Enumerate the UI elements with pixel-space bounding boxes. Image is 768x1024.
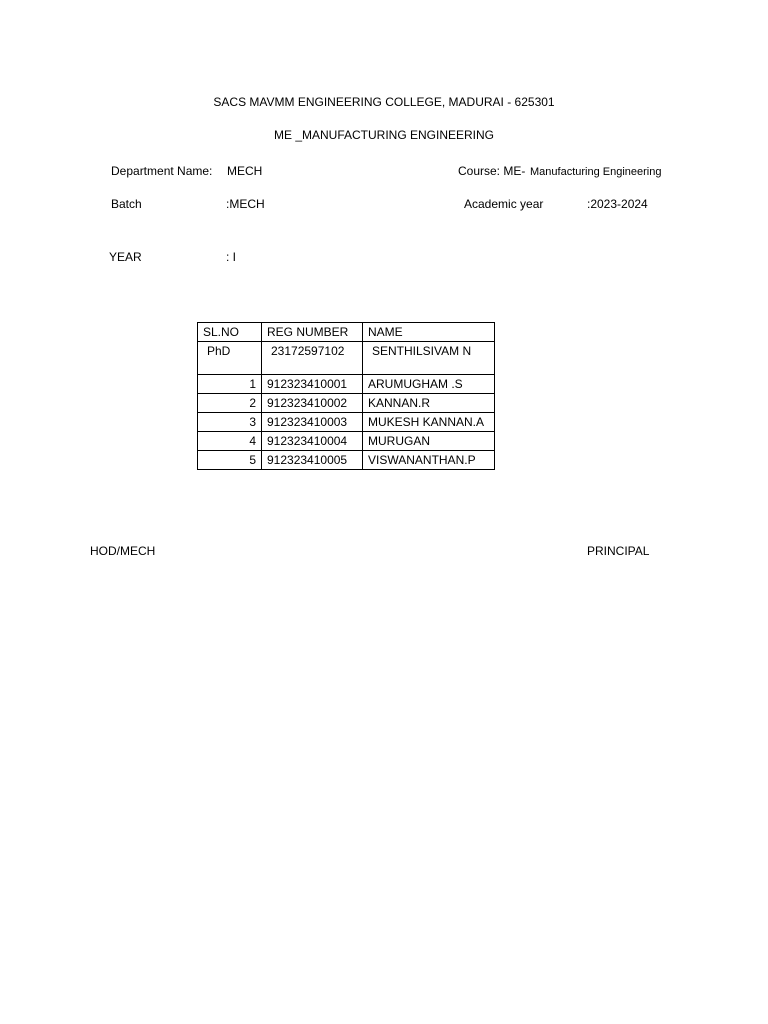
cell-name: KANNAN.R: [363, 394, 495, 413]
cell-reg-number: 912323410001: [262, 375, 363, 394]
table-row: [198, 394, 495, 413]
table-header-row: [198, 323, 495, 342]
header-sl-no: SL.NO: [198, 323, 262, 342]
cell-sl-no: 3: [198, 413, 262, 432]
cell-reg-number: 912323410005: [262, 451, 363, 470]
header-reg-number: REG NUMBER: [262, 323, 363, 342]
cell-name: MURUGAN: [363, 432, 495, 451]
cell-reg-number: 912323410002: [262, 394, 363, 413]
table-row: [198, 413, 495, 432]
cell-sl-no: 1: [198, 375, 262, 394]
cell-reg-number: 912323410003: [262, 413, 363, 432]
table-row: [198, 342, 495, 375]
hod-signature-label: HOD/MECH: [90, 544, 156, 558]
table-row: [198, 375, 495, 394]
academic-year-label: Academic year: [464, 197, 544, 211]
program-title: ME _MANUFACTURING ENGINEERING: [273, 128, 495, 142]
cell-name: ARUMUGHAM .S: [363, 375, 495, 394]
table-row: [198, 432, 495, 451]
college-title: SACS MAVMM ENGINEERING COLLEGE, MADURAI - 625301: [213, 95, 555, 109]
batch-label: Batch: [111, 197, 142, 211]
academic-year-value: :2023-2024: [587, 197, 648, 211]
cell-reg-number: 23172597102: [262, 342, 363, 375]
cell-sl-no: 5: [198, 451, 262, 470]
year-label: YEAR: [109, 250, 142, 264]
batch-value: :MECH: [226, 197, 265, 211]
student-table: [197, 322, 495, 470]
cell-sl-no: 2: [198, 394, 262, 413]
cell-name: VISWANANTHAN.P: [363, 451, 495, 470]
course-label: Course: ME-: [458, 164, 526, 178]
cell-name: MUKESH KANNAN.A: [363, 413, 495, 432]
cell-sl-no: PhD: [198, 342, 262, 375]
header-name: NAME: [363, 323, 495, 342]
cell-name: SENTHILSIVAM N: [363, 342, 495, 375]
cell-reg-number: 912323410004: [262, 432, 363, 451]
cell-sl-no: 4: [198, 432, 262, 451]
department-value: MECH: [227, 164, 263, 178]
department-label: Department Name:: [111, 164, 213, 178]
year-value: : I: [226, 250, 237, 264]
course-value: Manufacturing Engineering: [530, 166, 662, 178]
table-row: [198, 451, 495, 470]
principal-signature-label: PRINCIPAL: [587, 544, 650, 558]
